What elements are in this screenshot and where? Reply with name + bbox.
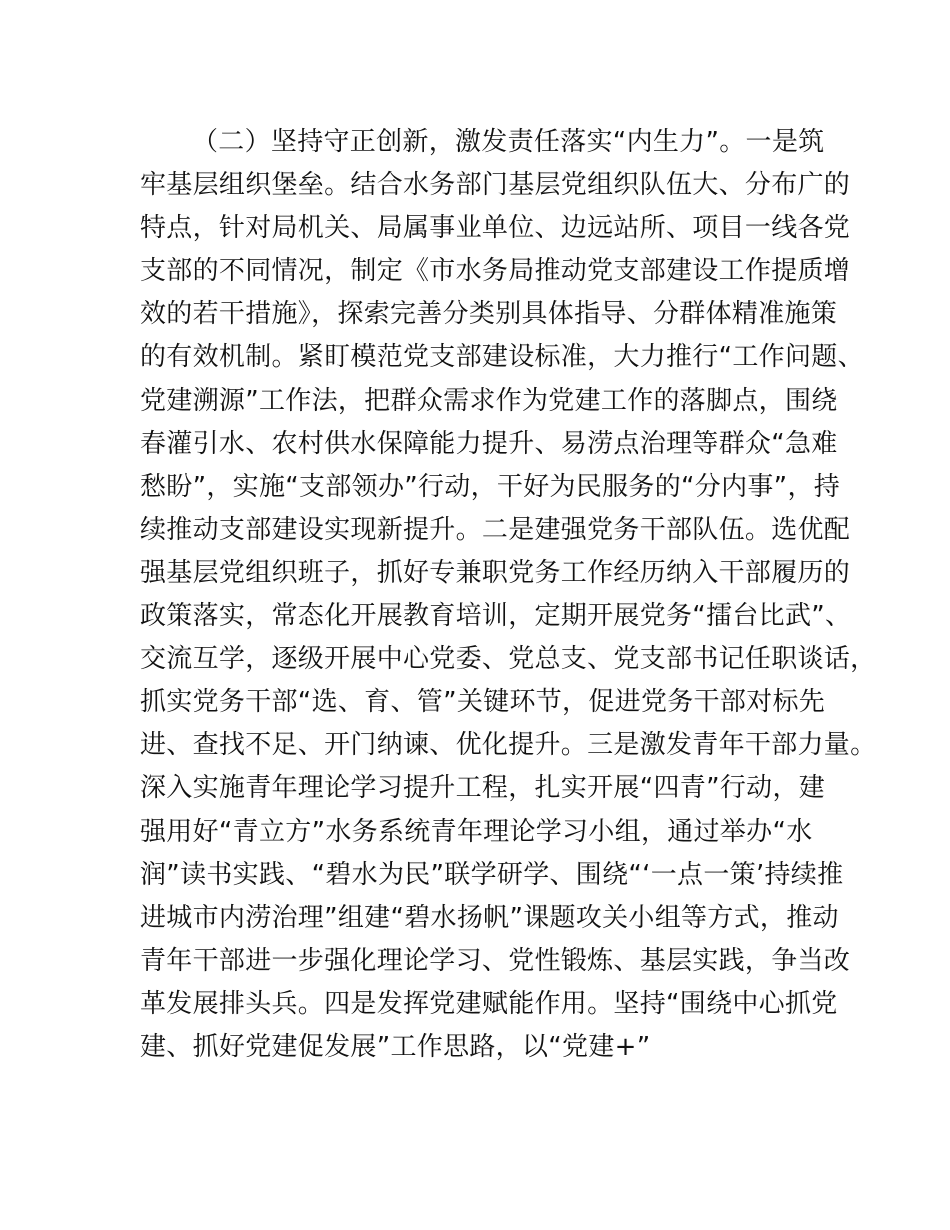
text-line: 进、查找不足、开门纳谏、优化提升。三是激发青年干部力量。 <box>140 730 877 761</box>
text-line: 青年干部进一步强化理论学习、党性锻炼、基层实践，争当改 <box>140 945 851 976</box>
text-line: 牢基层组织堡垒。结合水务部门基层党组织队伍大、分布广的 <box>140 170 851 201</box>
text-line: 愁盼”，实施“支部领办”行动，干好为民服务的“分内事”，持 <box>140 471 841 502</box>
text-line: 革发展排头兵。四是发挥党建赋能作用。坚持“围绕中心抓党 <box>140 988 838 1019</box>
text-line: 支部的不同情况，制定《市水务局推动党支部建设工作提质增 <box>140 256 851 287</box>
text-line: 进城市内涝治理”组建“碧水扬帆”课题攻关小组等方式，推动 <box>140 902 839 933</box>
text-line: 特点，针对局机关、局属事业单位、边远站所、项目一线各党 <box>140 213 851 244</box>
text-line: 强基层党组织班子，抓好专兼职党务工作经历纳入干部履历的 <box>140 557 851 588</box>
text-line: 交流互学，逐级开展中心党委、党总支、党支部书记任职谈话， <box>140 644 877 675</box>
text-line: 抓实党务干部“选、育、管”关键环节，促进党务干部对标先 <box>140 687 826 718</box>
body-paragraph <box>140 121 877 1069</box>
text-line: （二）坚持守正创新，激发责任落实“内生力”。一是筑 <box>192 127 825 157</box>
text-line: 深入实施青年理论学习提升工程，扎实开展“四青”行动，建 <box>140 773 826 804</box>
text-line: 春灌引水、农村供水保障能力提升、易涝点治理等群众“急难 <box>140 428 838 459</box>
text-line: 强用好“青立方”水务系统青年理论学习小组，通过举办“水 <box>140 816 813 847</box>
text-line: 润”读书实践、“碧水为民”联学研学、围绕“‘一点一策’持续推 <box>140 859 844 890</box>
text-line: 续推动支部建设实现新提升。二是建强党务干部队伍。选优配 <box>140 514 851 545</box>
text-line: 建、抓好党建促发展”工作思路，以“党建+” <box>140 1031 651 1062</box>
text-line: 的有效机制。紧盯模范党支部建设标准，大力推行“工作问题、 <box>140 342 864 373</box>
text-line: 党建溯源”工作法，把群众需求作为党建工作的落脚点，围绕 <box>140 385 838 416</box>
text-line: 效的若干措施》，探索完善分类别具体指导、分群体精准施策 <box>140 299 838 330</box>
text-line: 政策落实，常态化开展教育培训，定期开展党务“擂台比武”、 <box>140 601 852 632</box>
